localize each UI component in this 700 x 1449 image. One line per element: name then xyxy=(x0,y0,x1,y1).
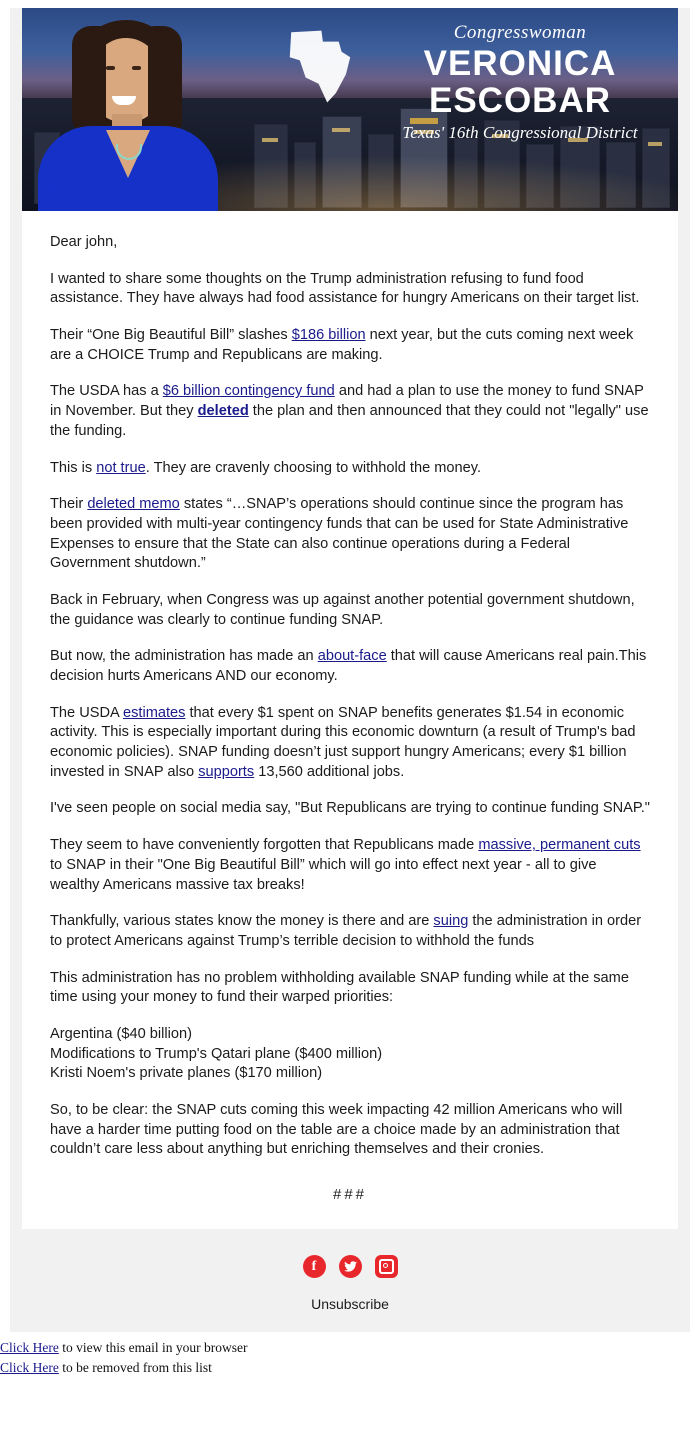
link-suing[interactable]: suing xyxy=(433,913,469,930)
paragraph-6: Back in February, when Congress was up against another potential government shutdown, the guidance was clearly to continue funding SNAP. xyxy=(50,591,635,628)
email-page xyxy=(0,8,700,1379)
facebook-icon[interactable]: f xyxy=(303,1255,326,1278)
link-deleted-memo[interactable]: deleted memo xyxy=(87,496,180,513)
congresswoman-portrait xyxy=(32,8,247,211)
p2-text-a: Their “One Big Beautiful Bill” slashes xyxy=(50,327,292,344)
link-massive-permanent-cuts[interactable]: massive, permanent cuts xyxy=(478,837,641,854)
remove-from-list-row xyxy=(0,1358,700,1378)
p2-text-b: next year, but the cuts coming next week are a CHOICE Trump and Republicans are making. xyxy=(50,327,634,363)
paragraph-9: I've seen people on social media say, "But Republicans are trying to continue funding SNAP." xyxy=(50,800,650,817)
link-supports[interactable]: supports xyxy=(198,763,255,780)
link-about-face[interactable]: about-face xyxy=(317,648,387,665)
greeting: Dear john, xyxy=(50,234,118,250)
p10-text-b: to SNAP in their "One Big Beautiful Bill” which will go into effect next year - all to give wealthy Americans massive tax breaks! xyxy=(50,856,597,893)
p3-text-c: the plan and then announced that they could not "legally" use the funding. xyxy=(50,403,649,439)
view-in-browser-link[interactable]: Click Here xyxy=(0,1340,59,1356)
client-links xyxy=(0,1332,700,1379)
unsubscribe-label: Unsubscribe xyxy=(311,1296,389,1313)
spending-item-2: Modifications to Trump's Qatari plane ($400 million) xyxy=(50,1045,383,1062)
p10-text-a: They seem to have conveniently forgotten that Republicans made xyxy=(50,837,479,854)
p5-text-b: states “…SNAP’s operations should continue since the program has been provided with multi-year contingency funds that can be used for State Administrative Expenses to ensure that the State can also continue operations during a Federal Government shutdown.” xyxy=(50,496,629,572)
p8-text-c: 13,560 additional jobs. xyxy=(254,763,405,780)
p4-text-b: . They are cravenly choosing to withhold the money. xyxy=(145,459,482,476)
view-in-browser-text: to view this email in your browser xyxy=(58,1340,248,1356)
paragraph-10 xyxy=(50,836,650,895)
twitter-icon[interactable] xyxy=(339,1255,362,1278)
view-in-browser-row xyxy=(0,1338,700,1358)
p11-text-a: Thankfully, various states know the money is there and are xyxy=(50,913,434,930)
remove-from-list-text: to be removed from this list xyxy=(58,1360,212,1376)
paragraph-2 xyxy=(50,326,650,365)
email-footer xyxy=(22,1229,678,1330)
banner-congresswoman-label: Congresswoman xyxy=(453,22,587,43)
email-header-banner xyxy=(22,8,678,211)
spending-item-3: Kristi Noem's private planes ($170 million) xyxy=(50,1065,323,1082)
p3-text-a: The USDA has a xyxy=(50,383,163,400)
paragraph-3 xyxy=(50,382,650,441)
p3-text-b: and had a plan to use the money to fund SNAP in November. But they xyxy=(50,383,644,420)
link-186-billion[interactable]: $186 billion xyxy=(291,327,366,344)
paragraph-7 xyxy=(50,647,650,686)
closing-marks: ### xyxy=(332,1186,368,1204)
paragraph-11 xyxy=(50,912,650,951)
paragraph-4 xyxy=(50,459,650,479)
link-deleted[interactable]: deleted xyxy=(197,403,249,420)
banner-text-block xyxy=(370,22,670,143)
paragraph-5 xyxy=(50,495,650,574)
p7-text-b: that will cause Americans real pain.This decision hurts Americans AND our economy. xyxy=(50,648,647,684)
link-contingency-fund[interactable]: $6 billion contingency fund xyxy=(162,383,335,400)
paragraph-12: This administration has no problem withholding available SNAP funding while at the same time using your money to fund their warped priorities: xyxy=(50,969,629,1006)
p5-text-a: Their xyxy=(50,496,88,513)
email-container xyxy=(10,8,690,1332)
p8-text-b: that every $1 spent on SNAP benefits generates $1.54 in economic activity. This is especially important during this economic downturn (a result of Trump's bad economic policies). SNAP funding doesn’t just support hungry Americans; every $1 billion invested in SNAP also xyxy=(50,704,636,780)
paragraph-13: So, to be clear: the SNAP cuts coming this week impacting 42 million Americans who will have a harder time putting food on the table are a choice made by an administration that couldn’t care less about anything but enriching themselves and their cronies. xyxy=(50,1102,623,1158)
p7-text-a: But now, the administration has made an xyxy=(50,648,318,665)
unsubscribe-link-wrap[interactable] xyxy=(22,1296,678,1312)
banner-district: Texas' 16th Congressional District xyxy=(402,122,638,142)
p4-text-a: This is xyxy=(50,459,97,476)
banner-name: VERONICA ESCOBAR xyxy=(423,44,617,120)
paragraph-1: I wanted to share some thoughts on the Trump administration refusing to fund food assistance. They have always had food assistance for hungry Americans on their target list. xyxy=(50,270,640,307)
link-not-true[interactable]: not true xyxy=(96,459,146,476)
paragraph-8 xyxy=(50,704,650,783)
link-estimates[interactable]: estimates xyxy=(123,704,186,721)
instagram-icon[interactable] xyxy=(375,1255,398,1278)
email-body xyxy=(22,211,678,1229)
spending-item-1: Argentina ($40 billion) xyxy=(50,1025,192,1042)
p11-text-b: the administration in order to protect Americans against Trump’s terrible decision to withhold the funds xyxy=(50,913,642,949)
social-links xyxy=(22,1255,678,1278)
p8-text-a: The USDA xyxy=(50,704,123,721)
remove-from-list-link[interactable]: Click Here xyxy=(0,1360,59,1376)
